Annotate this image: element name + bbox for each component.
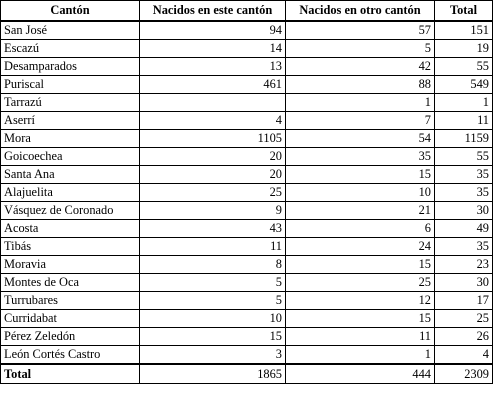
canton-name: Desamparados — [1, 58, 140, 76]
born-elsewhere-value: 21 — [286, 202, 435, 220]
header-total: Total — [435, 1, 493, 22]
table-row — [1, 94, 493, 112]
total-value: 35 — [435, 184, 493, 202]
table-row — [1, 130, 493, 148]
born-elsewhere-value: 88 — [286, 76, 435, 94]
born-here-value: 20 — [140, 166, 286, 184]
total-value: 549 — [435, 76, 493, 94]
table-row — [1, 58, 493, 76]
born-elsewhere-value: 15 — [286, 310, 435, 328]
table-row — [1, 40, 493, 58]
born-elsewhere-value: 7 — [286, 112, 435, 130]
born-here-value: 10 — [140, 310, 286, 328]
canton-name: Curridabat — [1, 310, 140, 328]
born-here-value: 461 — [140, 76, 286, 94]
header-canton: Cantón — [1, 1, 140, 22]
table-row — [1, 21, 493, 40]
total-value: 26 — [435, 328, 493, 346]
canton-name: San José — [1, 21, 140, 40]
canton-name: Puriscal — [1, 76, 140, 94]
born-elsewhere-value: 35 — [286, 148, 435, 166]
header-born-elsewhere: Nacidos en otro cantón — [286, 1, 435, 22]
born-elsewhere-value: 1 — [286, 346, 435, 365]
canton-name: Mora — [1, 130, 140, 148]
total-value: 4 — [435, 346, 493, 365]
total-value: 55 — [435, 148, 493, 166]
canton-name: León Cortés Castro — [1, 346, 140, 365]
table-row — [1, 76, 493, 94]
total-born-here: 1865 — [140, 364, 286, 384]
table-row — [1, 238, 493, 256]
total-value: 30 — [435, 202, 493, 220]
born-elsewhere-value: 25 — [286, 274, 435, 292]
born-elsewhere-value: 11 — [286, 328, 435, 346]
born-elsewhere-value: 54 — [286, 130, 435, 148]
total-value: 11 — [435, 112, 493, 130]
canton-name: Tibás — [1, 238, 140, 256]
total-value: 23 — [435, 256, 493, 274]
born-here-value: 25 — [140, 184, 286, 202]
total-value: 35 — [435, 166, 493, 184]
total-value: 25 — [435, 310, 493, 328]
born-elsewhere-value: 12 — [286, 292, 435, 310]
born-here-value: 4 — [140, 112, 286, 130]
born-here-value: 13 — [140, 58, 286, 76]
born-here-value: 3 — [140, 346, 286, 365]
total-value: 35 — [435, 238, 493, 256]
total-all: 2309 — [435, 364, 493, 384]
canton-name: Pérez Zeledón — [1, 328, 140, 346]
born-here-value — [140, 94, 286, 112]
total-label: Total — [1, 364, 140, 384]
canton-name: Santa Ana — [1, 166, 140, 184]
canton-name: Moravia — [1, 256, 140, 274]
table-row — [1, 256, 493, 274]
total-value: 1 — [435, 94, 493, 112]
born-elsewhere-value: 15 — [286, 166, 435, 184]
table-body — [1, 21, 493, 364]
total-born-elsewhere: 444 — [286, 364, 435, 384]
total-value: 55 — [435, 58, 493, 76]
born-here-value: 5 — [140, 274, 286, 292]
born-elsewhere-value: 42 — [286, 58, 435, 76]
canton-name: Turrubares — [1, 292, 140, 310]
total-value: 151 — [435, 21, 493, 40]
born-here-value: 11 — [140, 238, 286, 256]
total-row — [1, 364, 493, 384]
table-row — [1, 220, 493, 238]
canton-name: Alajuelita — [1, 184, 140, 202]
total-value: 1159 — [435, 130, 493, 148]
table-row — [1, 310, 493, 328]
born-here-value: 5 — [140, 292, 286, 310]
born-here-value: 20 — [140, 148, 286, 166]
born-elsewhere-value: 57 — [286, 21, 435, 40]
born-elsewhere-value: 6 — [286, 220, 435, 238]
table-row — [1, 166, 493, 184]
table-row — [1, 328, 493, 346]
born-here-value: 9 — [140, 202, 286, 220]
total-value: 30 — [435, 274, 493, 292]
canton-name: Acosta — [1, 220, 140, 238]
born-elsewhere-value: 1 — [286, 94, 435, 112]
header-row — [1, 1, 493, 22]
total-value: 19 — [435, 40, 493, 58]
total-value: 17 — [435, 292, 493, 310]
header-born-here: Nacidos en este cantón — [140, 1, 286, 22]
table-row — [1, 292, 493, 310]
born-here-value: 94 — [140, 21, 286, 40]
born-here-value: 15 — [140, 328, 286, 346]
table-row — [1, 274, 493, 292]
table-row — [1, 202, 493, 220]
canton-name: Aserrí — [1, 112, 140, 130]
born-elsewhere-value: 24 — [286, 238, 435, 256]
born-here-value: 14 — [140, 40, 286, 58]
born-here-value: 43 — [140, 220, 286, 238]
born-here-value: 1105 — [140, 130, 286, 148]
table-row — [1, 346, 493, 365]
born-elsewhere-value: 10 — [286, 184, 435, 202]
born-elsewhere-value: 5 — [286, 40, 435, 58]
table-row — [1, 112, 493, 130]
table-row — [1, 148, 493, 166]
canton-name: Montes de Oca — [1, 274, 140, 292]
total-value: 49 — [435, 220, 493, 238]
canton-name: Escazú — [1, 40, 140, 58]
canton-name: Vásquez de Coronado — [1, 202, 140, 220]
born-here-value: 8 — [140, 256, 286, 274]
canton-name: Tarrazú — [1, 94, 140, 112]
born-elsewhere-value: 15 — [286, 256, 435, 274]
table-row — [1, 184, 493, 202]
canton-name: Goicoechea — [1, 148, 140, 166]
